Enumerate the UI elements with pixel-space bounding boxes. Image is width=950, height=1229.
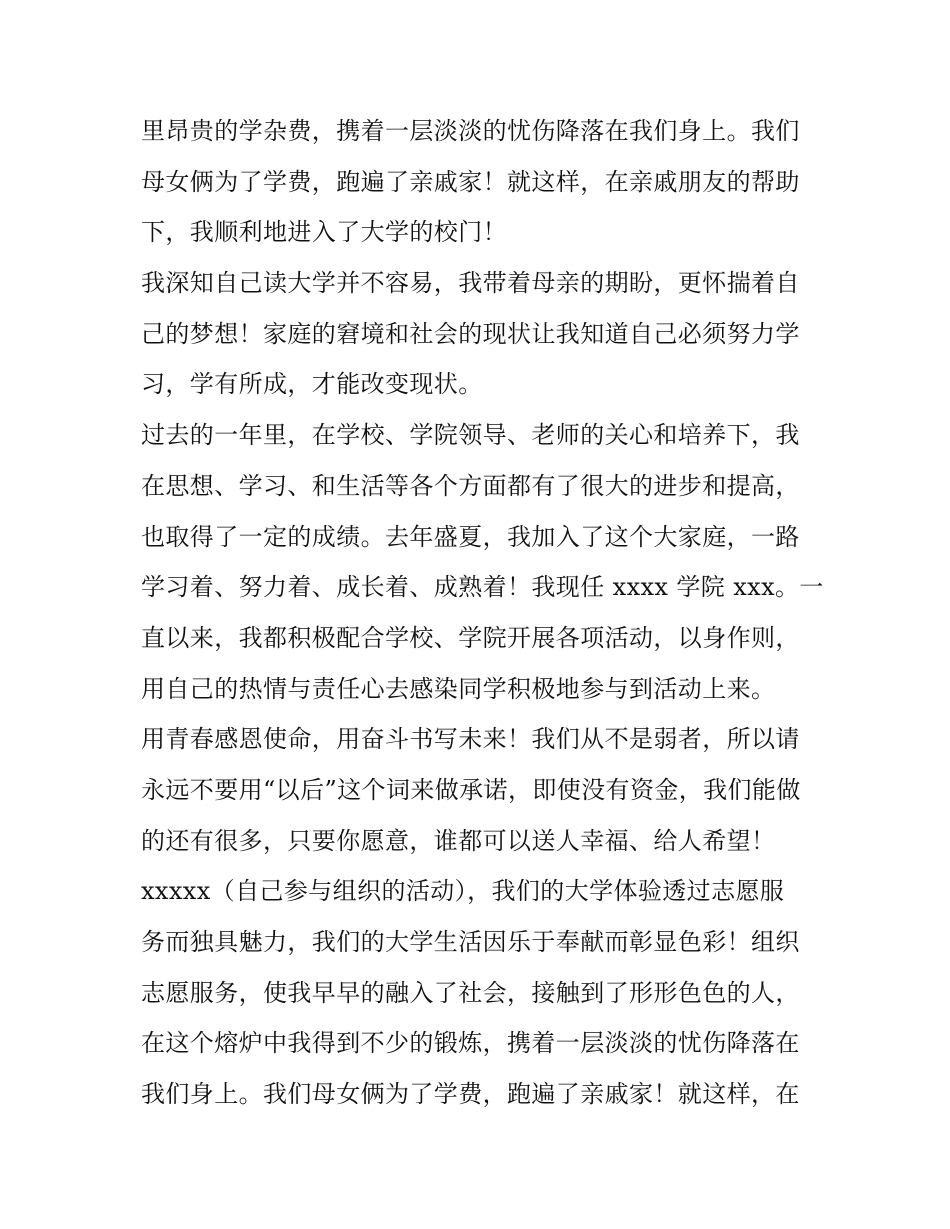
text-line: 过去的一年里，在学校、学院领导、老师的关心和培养下，我 xyxy=(141,421,800,450)
text-line: 直以来，我都积极配合学校、学院开展各项活动，以身作则， xyxy=(141,623,800,652)
text-line: xxxxx（自己参与组织的活动），我们的大学体验透过志愿服 xyxy=(141,877,785,906)
text-line: 务而独具魅力，我们的大学生活因乐于奉献而彰显色彩！组织 xyxy=(141,928,800,956)
text-line: 里昂贵的学杂费，携着一层淡淡的忧伤降落在我们身上。我们 xyxy=(141,117,800,145)
text-line: 己的梦想！家庭的窘境和社会的现状让我知道自己必须努力学 xyxy=(141,319,800,348)
text-line: 永远不要用“以后”这个词来做承诺，即使没有资金，我们能做 xyxy=(141,775,801,804)
text-line: 志愿服务，使我早早的融入了社会，接触到了形形色色的人， xyxy=(141,978,800,1007)
text-line: 习，学有所成，才能改变现状。 xyxy=(141,370,483,399)
body-text xyxy=(141,106,824,1120)
text-line: 下，我顺利地进入了大学的校门！ xyxy=(141,218,507,247)
text-line: 的还有很多，只要你愿意，谁都可以送人幸福、给人希望！ xyxy=(141,826,776,855)
text-line: 我深知自己读大学并不容易，我带着母亲的期盼，更怀揣着自 xyxy=(141,269,800,298)
text-line: 我们身上。我们母女俩为了学费，跑遍了亲戚家！就这样，在 xyxy=(141,1080,800,1109)
text-line: 在这个熔炉中我得到不少的锻炼，携着一层淡淡的忧伤降落在 xyxy=(141,1029,800,1058)
text-line: 用青春感恩使命，用奋斗书写未来！我们从不是弱者，所以请 xyxy=(141,725,800,754)
text-line: 在思想、学习、和生活等各个方面都有了很大的进步和提高， xyxy=(141,471,800,500)
text-line: 学习着、努力着、成长着、成熟着！我现任 xxxx 学院 xxx。一 xyxy=(141,573,824,602)
text-line: 用自己的热情与责任心去感染同学积极地参与到活动上来。 xyxy=(141,674,776,703)
text-line: 母女俩为了学费，跑遍了亲戚家！就这样，在亲戚朋友的帮助 xyxy=(141,167,800,196)
text-line: 也取得了一定的成绩。去年盛夏，我加入了这个大家庭，一路 xyxy=(141,522,800,551)
